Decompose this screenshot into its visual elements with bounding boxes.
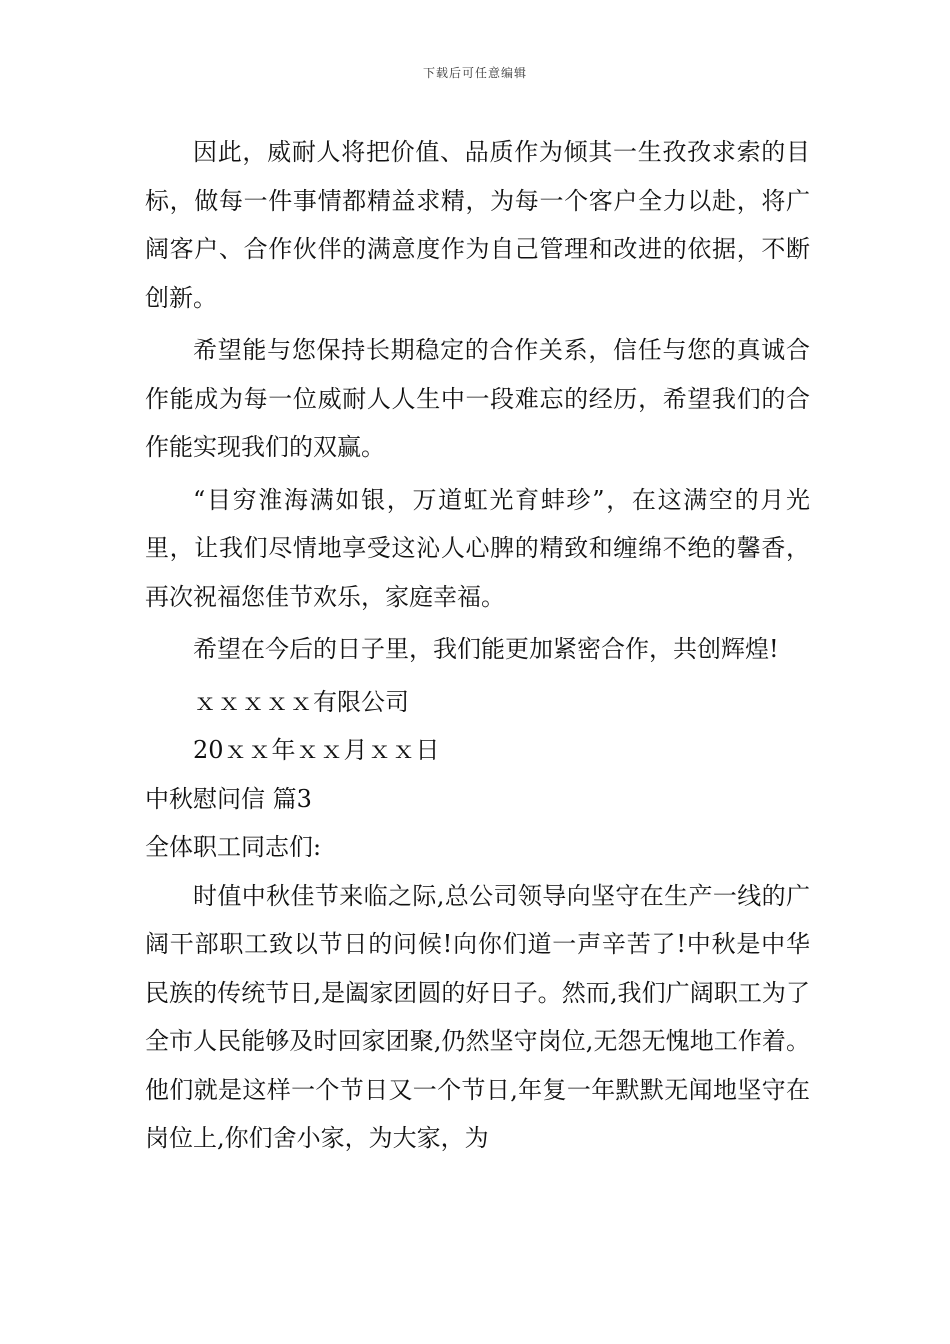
company-signature: ｘｘｘｘｘ有限公司 — [193, 687, 409, 716]
paragraph-cooperation: 希望能与您保持长期稳定的合作关系，信任与您的真诚合作能成为每一位威耐人人生中一段难忘的经历，希望我们的合作能实现我们的双赢。 — [145, 336, 810, 461]
paragraph-moonlight: “目穷淮海满如银，万道虹光育蚌珍”，在这满空的月光里，让我们尽情地享受这沁人心脾的精致和缠绵不绝的馨香，再次祝福您佳节欢乐，家庭幸福。 — [145, 485, 810, 611]
document-body — [145, 128, 810, 1163]
salutation: 全体职工同志们: — [145, 833, 322, 861]
paragraph-values: 因此，威耐人将把价值、品质作为倾其一生孜孜求索的目标，做每一件事情都精益求精，为每一个客户全力以赴，将广阔客户、合作伙伴的满意度作为自己管理和改进的依据，不断创新。 — [145, 138, 810, 312]
section-title: 中秋慰问信 篇3 — [145, 784, 312, 813]
page-header: 下载后可任意编辑 — [422, 66, 527, 80]
paragraph-closing: 希望在今后的日子里，我们能更加紧密合作，共创辉煌! — [193, 635, 779, 663]
paragraph-greeting: 时值中秋佳节来临之际,总公司领导向坚守在生产一线的广阔干部职工致以节日的问候!向你们道一声辛苦了!中秋是中华民族的传统节日,是阖家团圆的好日子。然而,我们广阔职工为了全市人民能够及时回家团聚,仍然坚守岗位,无怨无愧地工作着。他们就是这样一个节日又一个节日,年复一年默默无闻地坚守在岗位上,你们舍小家，为大家，为 — [145, 881, 810, 1152]
letter-date: 20ｘｘ年ｘｘ月ｘｘ日 — [193, 736, 440, 764]
